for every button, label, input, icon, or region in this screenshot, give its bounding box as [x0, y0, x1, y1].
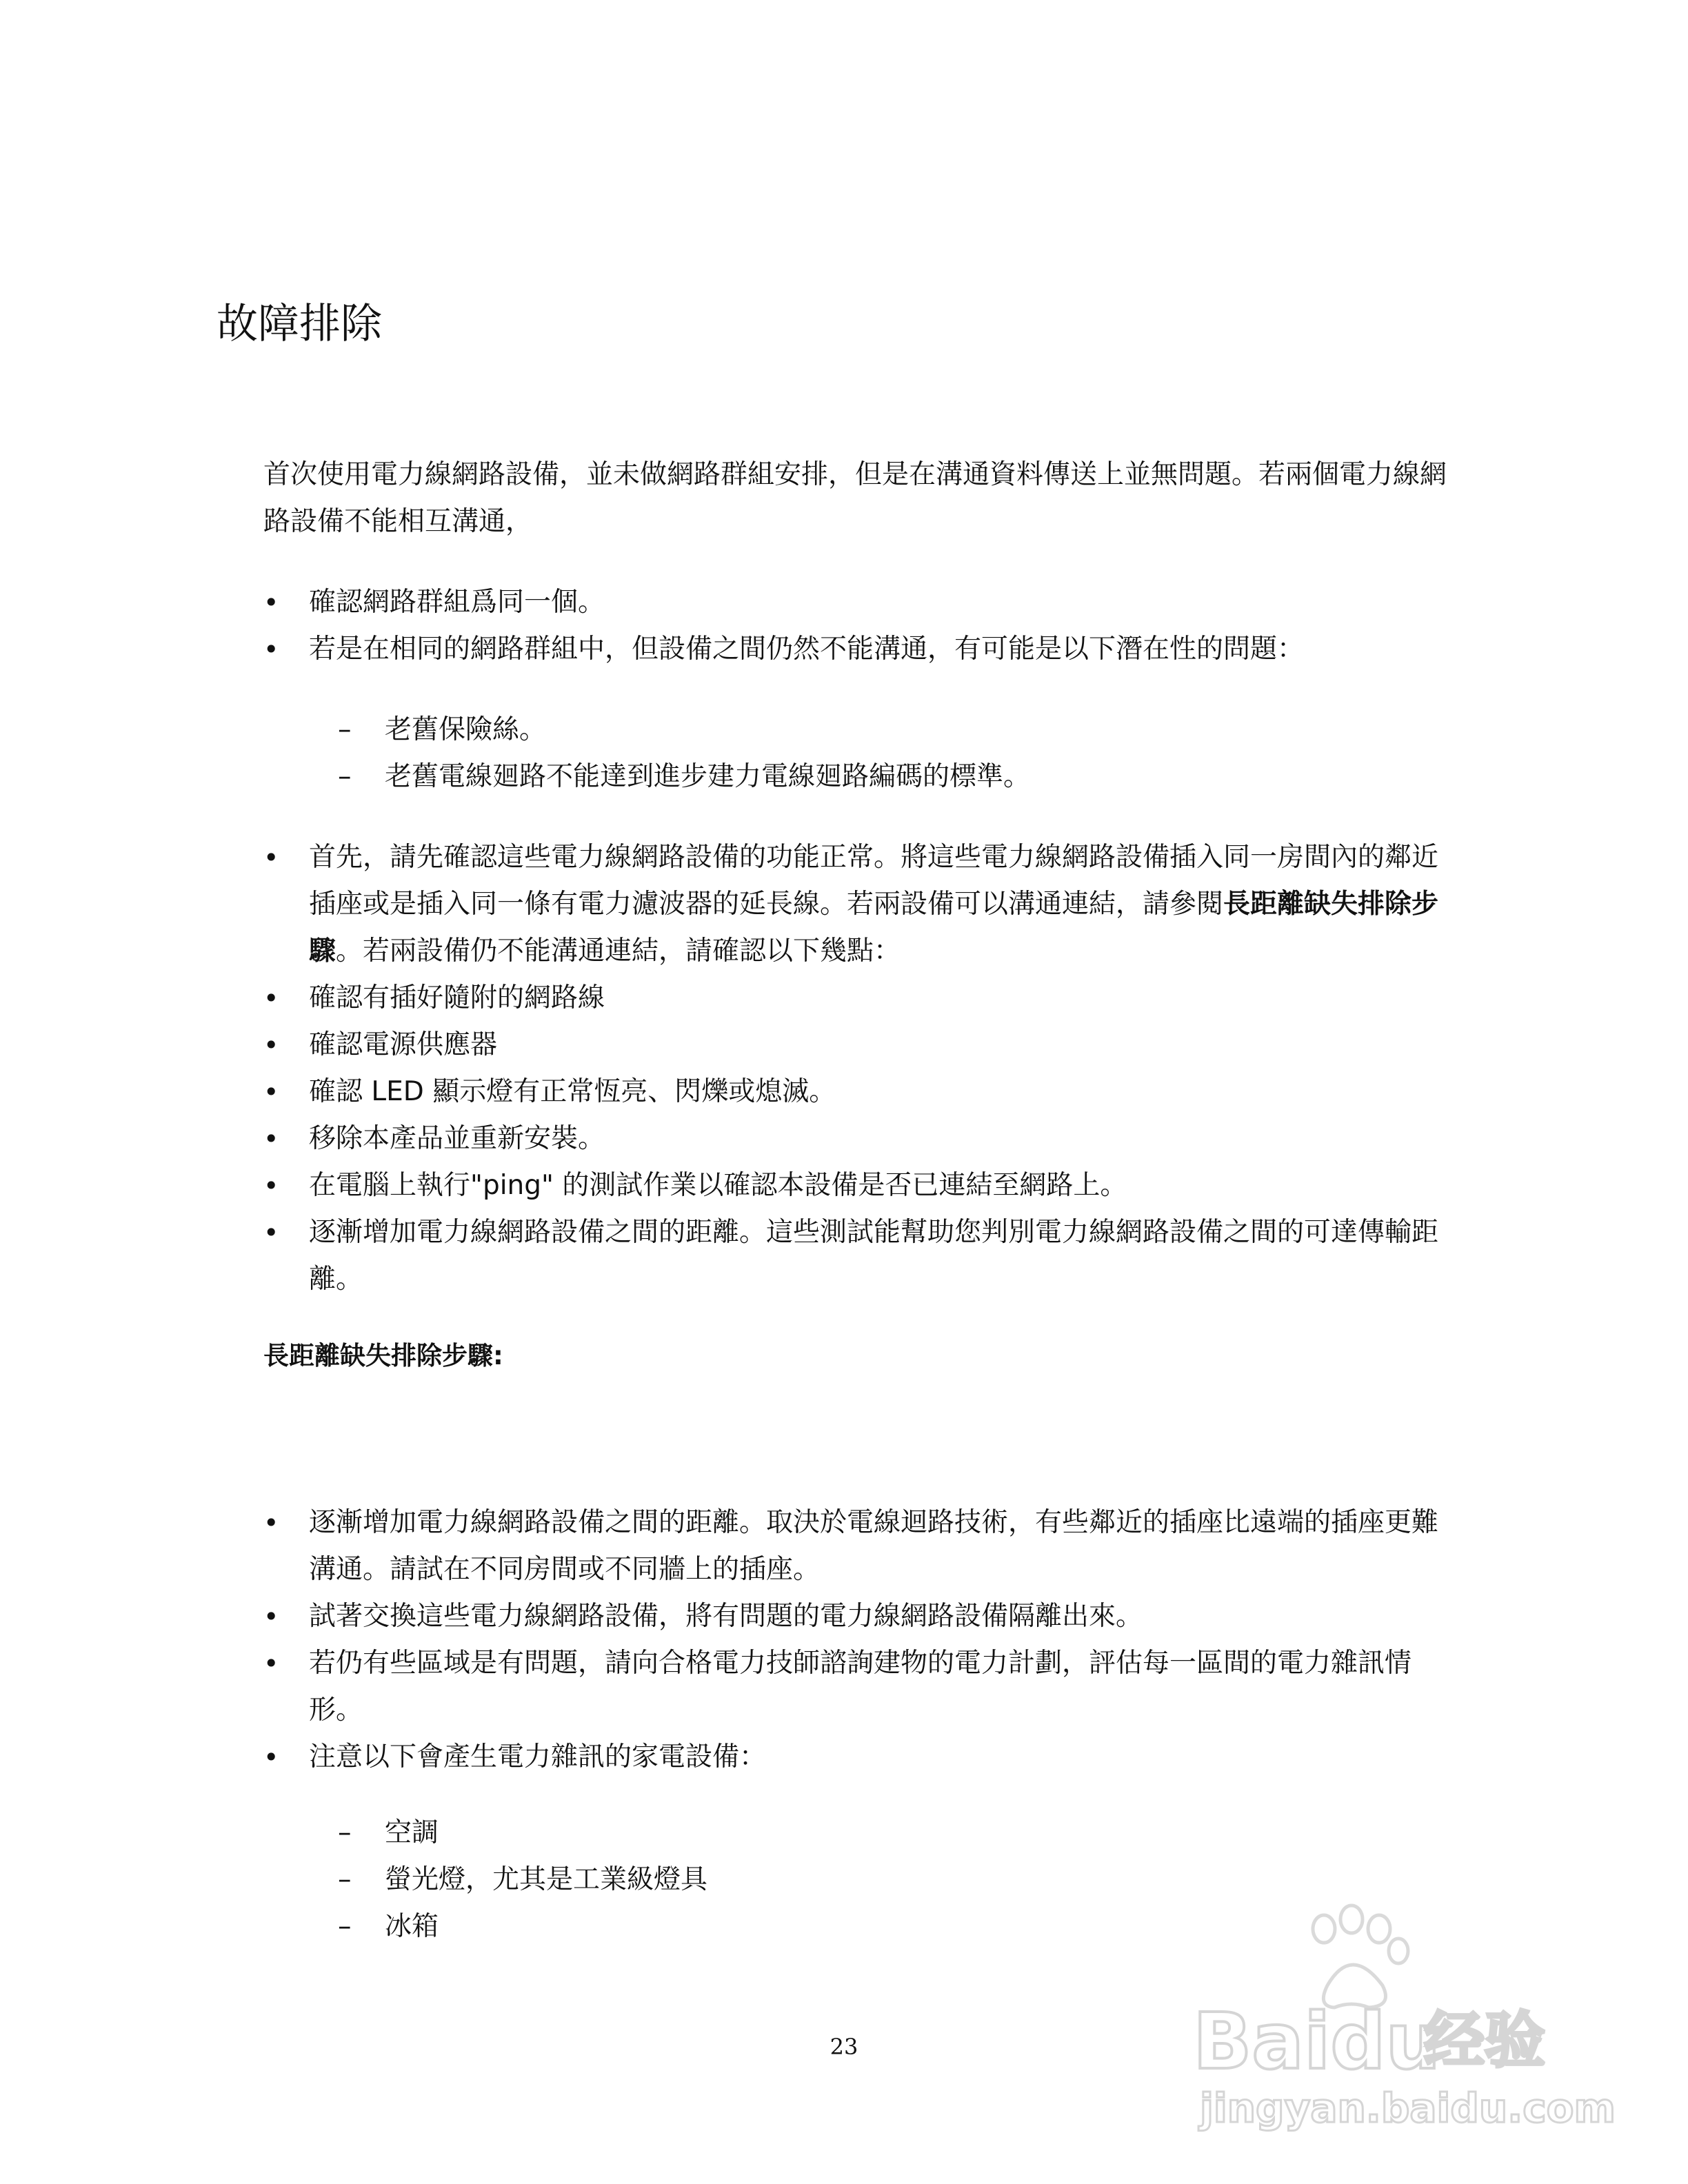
page-number: 23 [830, 2034, 858, 2060]
intro-paragraph: 首次使用電力線網路設備，並未做網路群組安排，但是在溝通資料傳送上並無問題。若兩個電力線網路設備不能相互溝通， [263, 459, 1447, 537]
potential-issues-list [338, 707, 1441, 800]
list-item: • 逐漸增加電力線網路設備之間的距離。取決於電線迴路技術，有些鄰近的插座比遠端的插座更難溝通。請試在不同房間或不同牆上的插座。 [263, 1499, 1463, 1593]
noise-appliances-list [338, 1810, 1441, 1950]
list-item: – 老舊電線廻路不能達到進步建力電線廻路編碼的標準。 [338, 754, 1441, 800]
watermark-cn: 经验 [1424, 2005, 1546, 2076]
list-item [263, 834, 1463, 975]
section-subheading: 長距離缺失排除步驟: [263, 1341, 503, 1371]
long-distance-list [263, 1499, 1463, 1781]
list-item: – 老舊保險絲。 [338, 707, 1441, 754]
list-item: • 若仍有些區域是有問題，請向合格電力技師諮詢建物的電力計劃，評估每一區間的電力雜訊情形。 [263, 1640, 1463, 1734]
list-item: • 逐漸增加電力線網路設備之間的距離。這些測試能幫助您判別電力線網路設備之間的可達傳輸距離。 [263, 1209, 1463, 1303]
list-item: • 確認 LED 顯示燈有正常恆亮、閃爍或熄滅。 [263, 1069, 1463, 1115]
list-item: • 確認網路群組爲同一個。 [263, 579, 1463, 626]
list-item: – 螢光燈，尤其是工業級燈具 [338, 1857, 1441, 1903]
list-item-text: 首先，請先確認這些電力線網路設備的功能正常。將這些電力線網路設備插入同一房間內的鄰近插座或是插入同一條有電力濾波器的延長線。若兩設備可以溝通連結，請參閱 [309, 842, 1439, 920]
list-item: • 確認電源供應器 [263, 1022, 1463, 1069]
list-item: • 確認有插好隨附的網路線 [263, 975, 1463, 1022]
watermark-brand: Baidu [1193, 1997, 1441, 2087]
list-item: – 冰箱 [338, 1903, 1441, 1950]
list-item: • 在電腦上執行"ping" 的測試作業以確認本設備是否已連結至網路上。 [263, 1162, 1463, 1209]
list-item: • 試著交換這些電力線網路設備，將有問題的電力線網路設備隔離出來。 [263, 1593, 1463, 1640]
list-item: • 若是在相同的網路群組中，但設備之間仍然不能溝通，有可能是以下潛在性的問題： [263, 626, 1463, 673]
troubleshoot-list [263, 834, 1463, 1303]
list-item-text: 。若兩設備仍不能溝通連結，請確認以下幾點： [336, 936, 901, 967]
page-title: 故障排除 [217, 300, 382, 348]
long-distance-reference: 長距離缺失排除步驟 [309, 889, 1439, 967]
list-item: • 注意以下會產生電力雜訊的家電設備： [263, 1734, 1463, 1781]
check-list [263, 579, 1463, 673]
list-item: – 空調 [338, 1810, 1441, 1857]
watermark-url: jingyan.baidu.com [1200, 2085, 1616, 2132]
list-item: • 移除本產品並重新安裝。 [263, 1115, 1463, 1162]
